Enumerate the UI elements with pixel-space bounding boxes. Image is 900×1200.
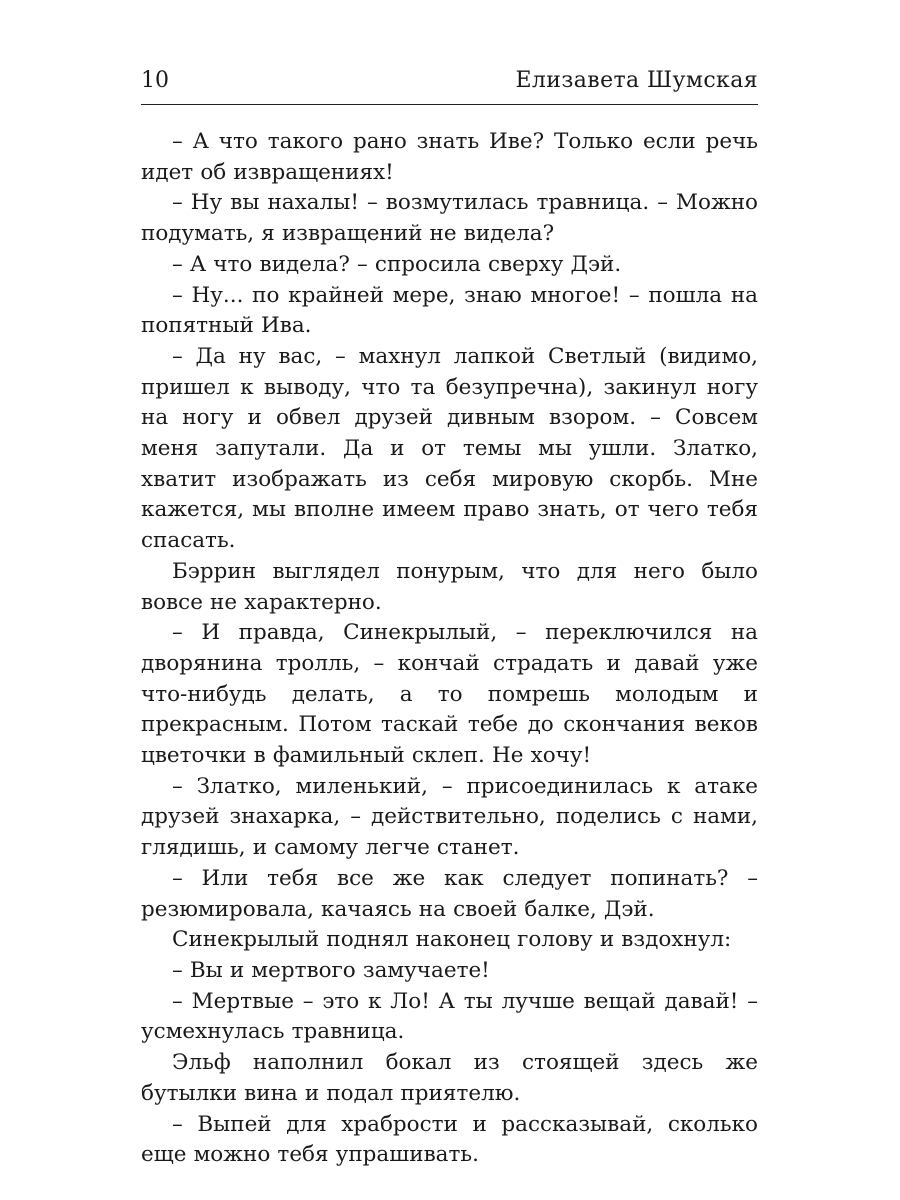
- paragraph: – Вы и мертвого замучаете!: [172, 957, 490, 983]
- paragraph: Эльф наполнил бокал из стоящей здесь же бутылки вина и подал приятелю.: [141, 1050, 758, 1106]
- page-header: [141, 66, 758, 105]
- paragraph: – Да ну вас, – махнул лапкой Светлый (видимо, пришел к выводу, что та безупречна), закинул ногу на ногу и обвел друзей дивным взором. – Совсем меня запутали. Да и от темы мы ушли. Златко, хватит изображать из себя мировую скорбь. Мне кажется, мы вполне имеем право знать, от чего тебя спасать.: [141, 343, 758, 554]
- paragraph: Бэррин выглядел понурым, что для него было вовсе не характерно.: [141, 558, 758, 615]
- paragraph: Синекрылый поднял наконец голову и вздохнул:: [172, 927, 732, 953]
- paragraph: – Или тебя все же как следует попинать? – резюмировала, качаясь на своей балке, Дэй.: [141, 865, 758, 922]
- paragraph: – И правда, Синекрылый, – переключился на дворянина тролль, – кончай страдать и давай уже что-нибудь делать, а то помрешь молодым и прекрасным. Потом таскай тебе до скончания веков цветочки в фамильный склеп. Не хочу!: [141, 620, 758, 769]
- paragraph: – Мертвые – это к Ло! А ты лучше вещай давай! – усмехнулась травница.: [141, 988, 758, 1045]
- paragraph: – А что видела? – спросила сверху Дэй.: [172, 251, 622, 277]
- paragraph: – Ну... по крайней мере, знаю многое! – пошла на попятный Ива.: [141, 282, 758, 339]
- paragraph: – Златко, миленький, – присоединилась к атаке друзей знахарка, – действительно, поделись с нами, глядишь, и самому легче станет.: [141, 773, 758, 861]
- paragraph: – Выпей для храбрости и рассказывай, сколько еще можно тебя упрашивать.: [141, 1111, 758, 1168]
- paragraph: – А что такого рано знать Иве? Только если речь идет об извращениях!: [141, 129, 758, 185]
- paragraph: – Ну вы нахалы! – возмутилась травница. – Можно подумать, я извращений не видела?: [141, 190, 758, 247]
- page-number: 10: [141, 68, 169, 93]
- text-body: [141, 127, 758, 1171]
- running-title: Елизавета Шумская: [515, 68, 758, 93]
